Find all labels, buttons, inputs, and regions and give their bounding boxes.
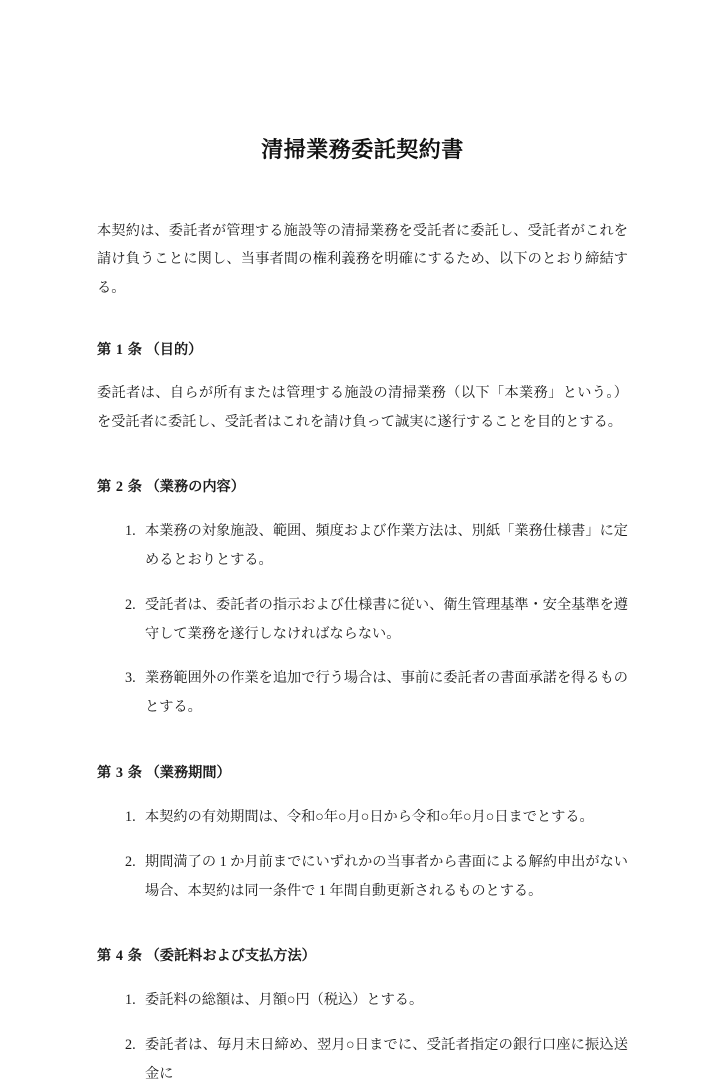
clause-text: 期間満了の 1 か月前までにいずれかの当事者から書面による解約申出がない場合、本契約は同一条件で 1 年間自動更新されるものとする。 [145,853,628,899]
preamble-paragraph: 本契約は、委託者が管理する施設等の清掃業務を受託者に委託し、受託者がこれを請け負うことに関し、当事者間の権利義務を明確にするため、以下のとおり締結する。 [97,222,628,297]
article-2 [97,436,628,722]
clause-number: 2. [125,596,136,613]
article-2-clause-list [97,499,628,722]
clause-number: 3. [125,670,136,687]
article-3-title: （業務期間） [145,765,231,782]
article-3-heading [97,722,628,785]
article-3-label: 第 3 条 [97,765,143,782]
clause-number: 1. [125,808,136,825]
list-item [97,501,628,575]
article-4-title: （委託料および支払方法） [145,948,316,965]
list-item [97,1015,628,1089]
list-item [97,787,628,832]
article-4-clause-list [97,968,628,1088]
article-2-label: 第 2 条 [97,479,143,496]
clause-text: 委託者は、毎月末日締め、翌月○日までに、受託者指定の銀行口座に振込送金に [145,1036,628,1082]
clause-number: 2. [125,853,136,870]
clause-text: 委託料の総額は、月額○円（税込）とする。 [145,992,424,1009]
clause-text: 業務範囲外の作業を追加で行う場合は、事前に委託者の書面承諾を得るものとする。 [145,670,628,716]
list-item [97,648,628,722]
article-1 [97,303,628,436]
article-3-clause-list [97,785,628,905]
article-1-title: （目的） [145,342,203,359]
article-4 [97,905,628,1088]
article-2-heading [97,436,628,499]
document-body [97,0,628,1089]
article-3 [97,722,628,905]
article-4-label: 第 4 条 [97,948,143,965]
article-1-label: 第 1 条 [97,342,143,359]
list-item [97,575,628,649]
clause-text: 本業務の対象施設、範囲、頻度および作業方法は、別紙「業務仕様書」に定めるとおりとする。 [145,523,628,568]
list-item [97,970,628,1015]
clause-number: 2. [125,1036,136,1053]
article-1-heading [97,303,628,362]
article-1-paragraph: 委託者は、自らが所有または管理する施設の清掃業務（以下「本業務」という。）を受託者に委託し、受託者はこれを請け負って誠実に遂行することを目的とする。 [97,384,628,430]
article-4-heading [97,905,628,968]
clause-number: 1. [125,992,136,1009]
clause-number: 1. [125,523,136,540]
list-item [97,832,628,906]
page-title: 清掃業務委託契約書 [261,137,464,162]
clause-text: 受託者は、委託者の指示および仕様書に従い、衛生管理基準・安全基準を遵守して業務を遂行しなければならない。 [145,596,628,642]
clause-text: 本契約の有効期間は、令和○年○月○日から令和○年○月○日までとする。 [145,808,594,825]
article-2-title: （業務の内容） [145,479,245,496]
